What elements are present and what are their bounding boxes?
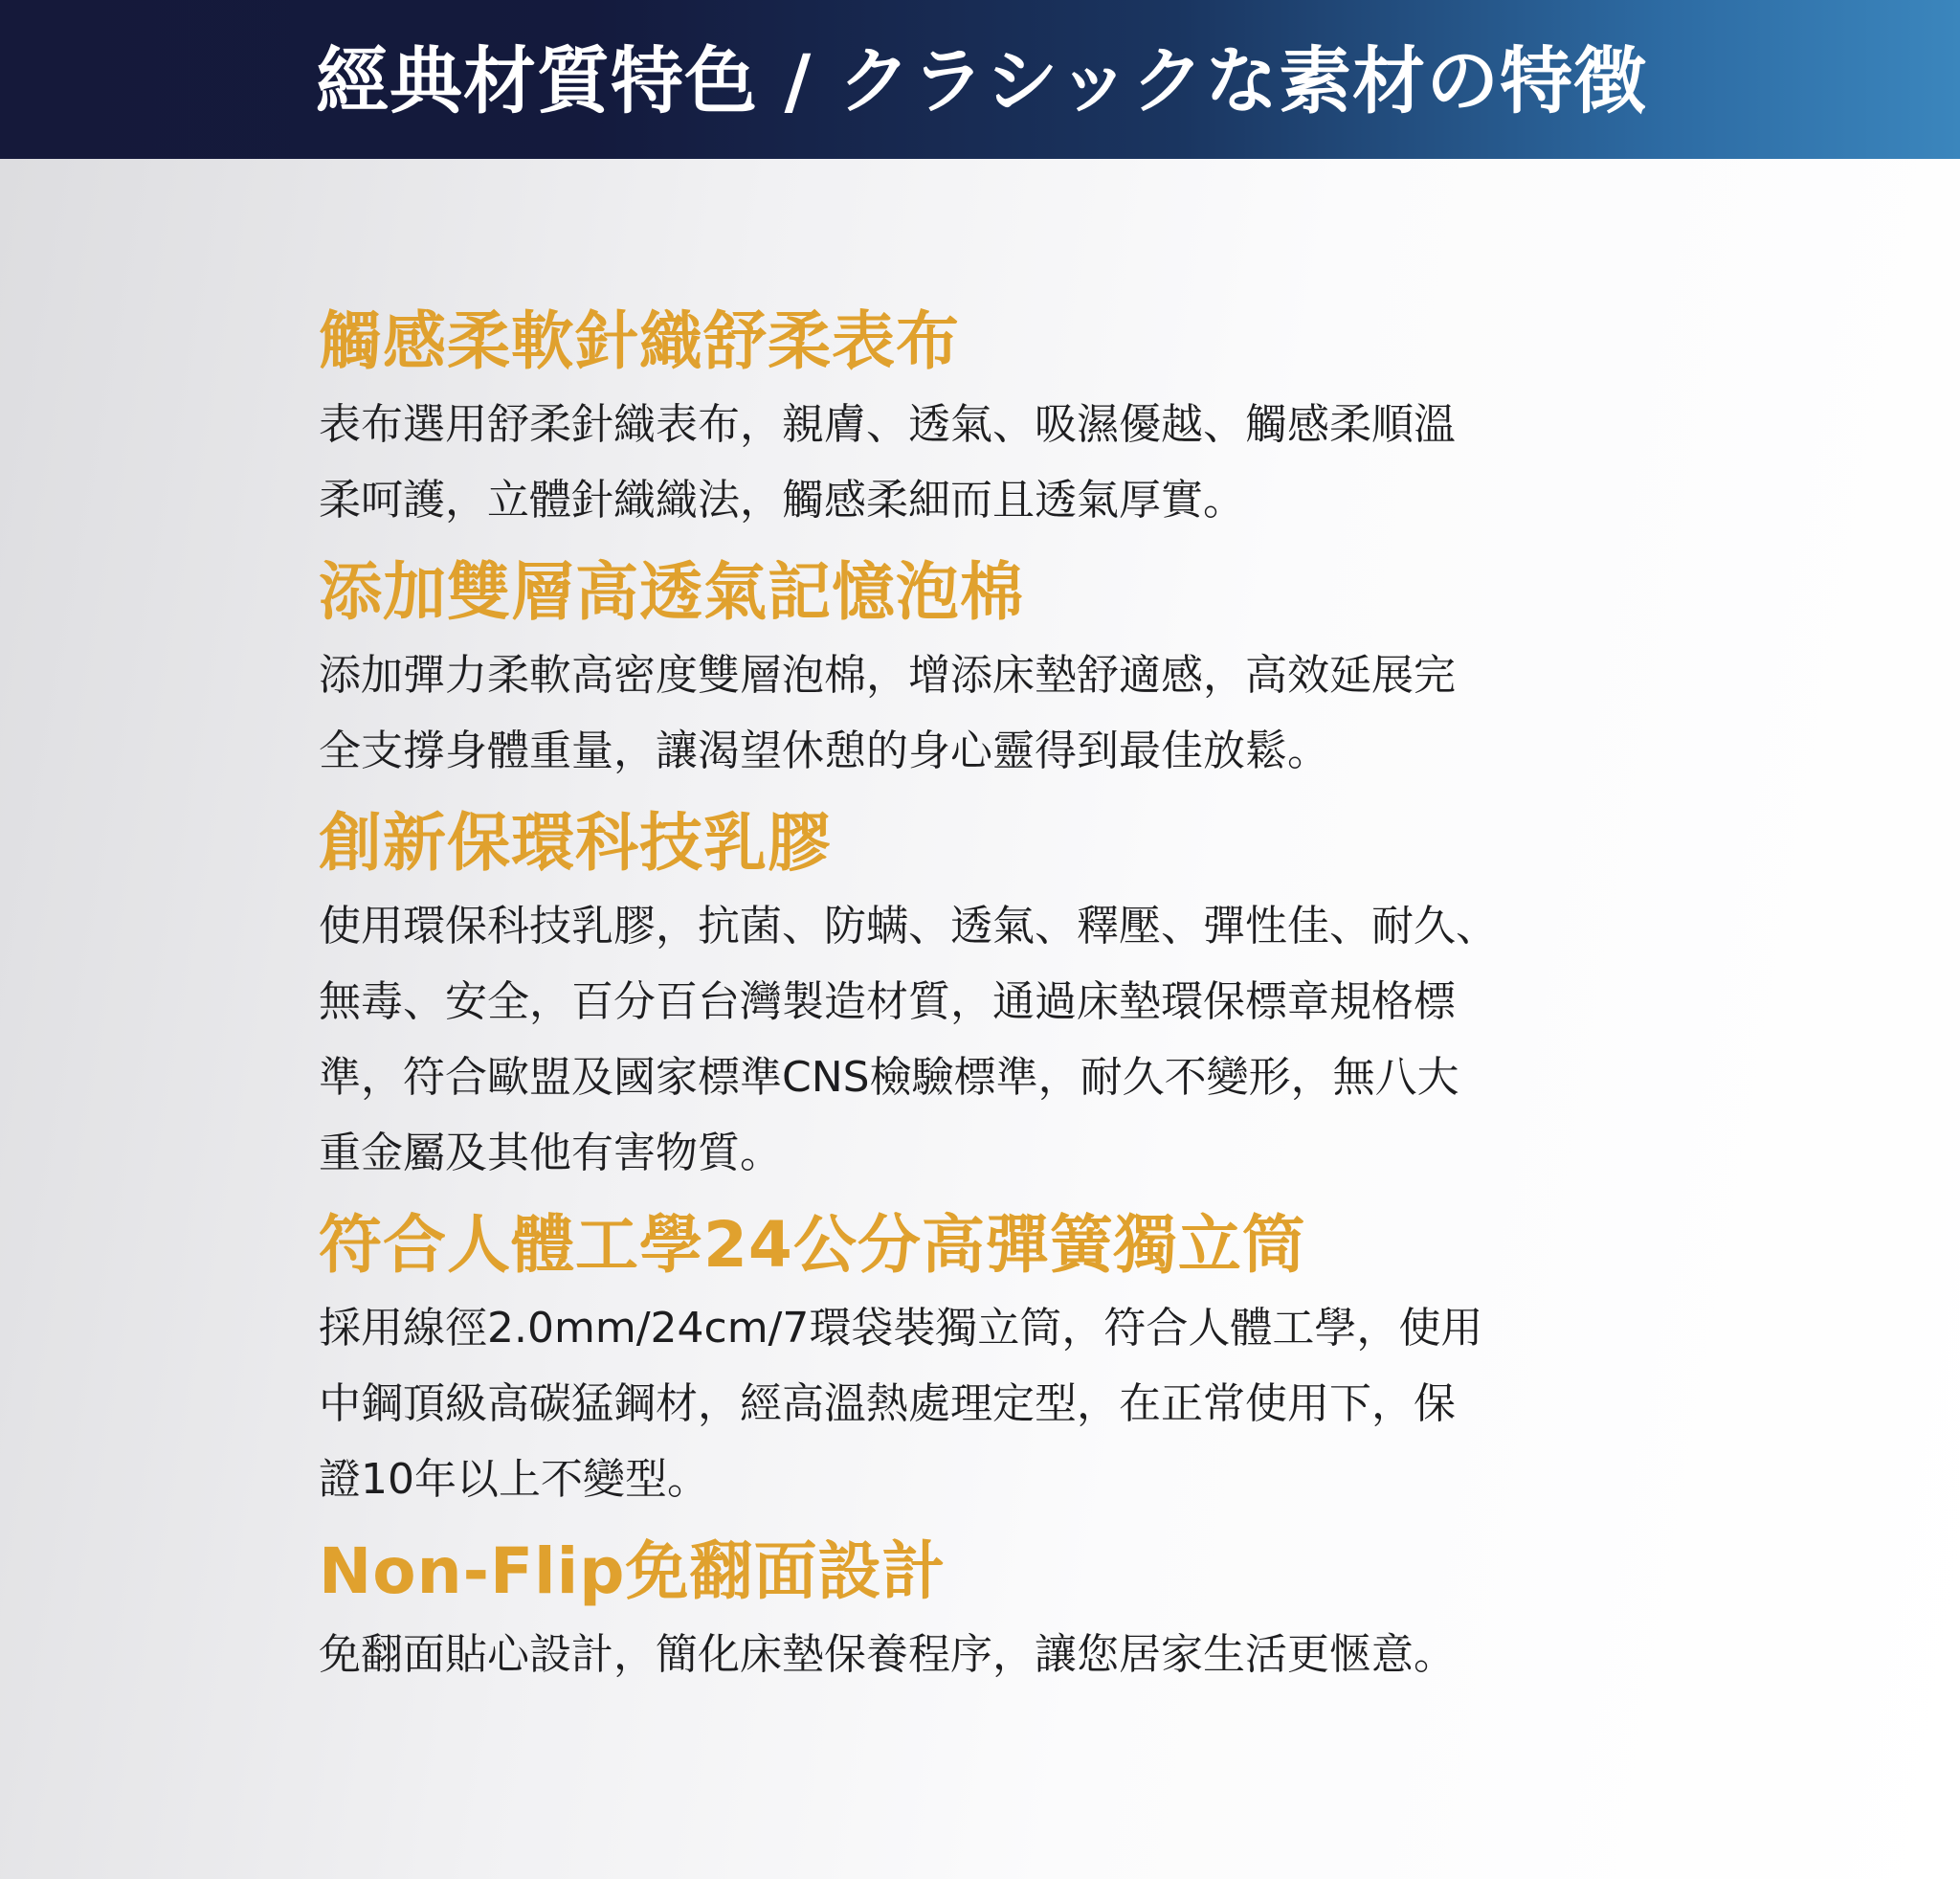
body-line: 添加彈力柔軟高密度雙層泡棉，增添床墊舒適感，高效延展完: [319, 651, 1456, 700]
body-line: 全支撐身體重量，讓渴望休憩的身心靈得到最佳放鬆。: [319, 727, 1329, 775]
body-line: 證10年以上不變型。: [319, 1455, 709, 1504]
section-body: [319, 888, 1654, 1191]
feature-section-fabric: [319, 297, 1654, 538]
feature-section-non-flip: [319, 1527, 1654, 1692]
header-bar: [0, 0, 1960, 159]
body-line: 重金屬及其他有害物質。: [319, 1129, 782, 1177]
feature-section-foam: [319, 548, 1654, 789]
section-heading: 創新保環科技乳膠: [319, 806, 832, 880]
body-line: 使用環保科技乳膠，抗菌、防螨、透氣、釋壓、彈性佳、耐久、: [319, 902, 1498, 951]
section-body: [319, 1290, 1654, 1517]
body-line: 免翻面貼心設計，簡化床墊保養程序，讓您居家生活更愜意。: [319, 1630, 1456, 1679]
body-line: 表布選用舒柔針織表布，親膚、透氣、吸濕優越、觸感柔順溫: [319, 400, 1456, 449]
body-line: 準，符合歐盟及國家標準CNS檢驗標準，耐久不變形，無八大: [319, 1053, 1459, 1102]
body-line: 柔呵護，立體針織織法，觸感柔細而且透氣厚實。: [319, 476, 1245, 525]
section-heading: 添加雙層高透氣記憶泡棉: [319, 555, 1024, 629]
section-body: [319, 387, 1654, 538]
feature-list: [319, 297, 1654, 1702]
section-heading: Non-Flip免翻面設計: [319, 1534, 947, 1608]
body-line: 採用線徑2.0mm/24cm/7環袋裝獨立筒，符合人體工學，使用: [319, 1304, 1483, 1353]
body-line: 中鋼頂級高碳猛鋼材，經高溫熱處理定型，在正常使用下，保: [319, 1379, 1456, 1428]
feature-section-springs: [319, 1200, 1654, 1517]
section-body: [319, 1617, 1654, 1692]
feature-section-latex: [319, 798, 1654, 1191]
page-title: 經典材質特色 / クラシックな素材の特徴: [316, 38, 1648, 123]
section-body: [319, 638, 1654, 789]
section-heading: 符合人體工學24公分高彈簧獨立筒: [319, 1208, 1306, 1282]
body-line: 無毒、安全，百分百台灣製造材質，通過床墊環保標章規格標: [319, 977, 1456, 1026]
section-heading: 觸感柔軟針織舒柔表布: [319, 304, 960, 378]
